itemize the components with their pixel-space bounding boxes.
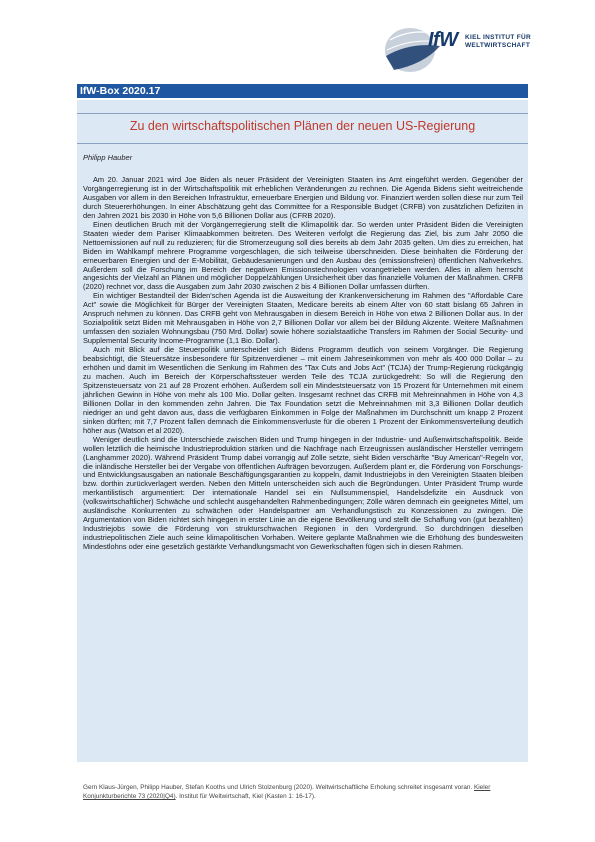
logo-mark: IfW bbox=[428, 29, 458, 51]
paragraph: Weniger deutlich sind die Unterschiede zwischen Biden und Trump hingegen in der Industrie- und Außenwirtschaftspolitik. Beide wollen letztlich die heimische Industrieproduktion stärken und die Nachfrage nach Erzeugnissen ausländischer Hersteller verringern (Langhammer 2020). Während Präsident Trump dabei vorrangig auf Zölle setzte, sieht Biden verschärfte "Buy American"-Regeln vor, die inländische Hersteller bei der Vergabe von öffentlichen Aufträgen bevorzugen. Außerdem plant er, die Förderung von Forschungs- und Entwicklungsausgaben an nationale Beschäftigungsgarantien zu koppeln, damit Industriejobs in den Vereinigten Staaten bleiben bzw. dorthin zurückverlagert werden. Neben den Mitteln unterscheiden sich auch die Begründungen. Unter Präsident Trump wurde merkantilistisch argumentiert: Der internationale Handel sei ein Nullsummenspiel, Handelsdefizite ein Ausdruck von (volkswirtschaftlicher) Schwäche und schlecht ausgehandelten Rahmenbedingungen; Zölle wären demnach ein geeignetes Mittel, um ausländische Konkurrenten zu schwächen oder Handelspartner am Verhandlungstisch zu Konzessionen zu zwingen. Die Argumentation von Biden richtet sich hingegen in erster Linie an die eigene Bevölkerung und stellt die Schaffung von (gut bezahlten) Industriejobs sowie die Förderung von strukturschwachen Regionen in den Vordergrund. So durchdringen dieselben industriepolitischen Ziele auch seine klimapolitischen Vorhaben. Weitere geplante Maßnahmen wie die Erhöhung des bundesweiten Mindestlohns oder eine gesetzlich gestärkte Verhandlungsmacht von Gewerkschaften fügen sich in diesen Rahmen. bbox=[83, 434, 523, 552]
footnote-text-end: . Institut für Weltwirtschaft, Kiel (Kasten 1: 16-17). bbox=[175, 793, 316, 800]
footnote-text: Gern Klaus-Jürgen, Philipp Hauber, Stefan Kooths und Ulrich Stolzenburg (2020). Weltwirtschaftliche Erholung schreitet insgesamt voran. bbox=[83, 784, 474, 791]
box-label: IfW-Box 2020.17 bbox=[77, 84, 528, 98]
title-rule-bottom bbox=[77, 143, 528, 144]
paragraph: Ein wichtiger Bestandteil der Biden'schen Agenda ist die Ausweitung der Krankenversicherung im Rahmen des "Affordable Care Act" sowie die Möglichkeit für Bürger der Vereinigten Staaten, Medicare bereits ab einem Alter von 60 statt bislang 65 Jahren in Anspruch nehmen zu können. Das CRFB geht von Mehrausgaben in diesem Bereich in Höhe von etwa 2 Billionen Dollar aus. In der Sozialpolitik setzt Biden mit Mehrausgaben in Höhe von 2,7 Billionen Dollar vor allem bei der Bildung Akzente. Weitere Maßnahmen umfassen den sozialen Wohnungsbau (750 Mrd. Dollar) sowie höhere sozialstaatliche Transfers im Rahmen der Social Security- und Supplemental Security Income-Programme (1,1 Bio. Dollar). bbox=[83, 291, 523, 346]
paragraph: Am 20. Januar 2021 wird Joe Biden als neuer Präsident der Vereinigten Staaten ins Amt eingeführt werden. Gegenüber der Vorgängerregierung ist in der Wirtschaftspolitik mit erheblichen Veränderungen zu rechnen. Die Agenda Bidens sieht weitreichende Ausgaben vor allem in den Bereichen Infrastruktur, erneuerbare Energien und Bildung vor. Finanziert werden sollen diese nur zum Teil durch Steuererhöhungen. In einer Abschätzung geht das Committee for a Responsible Budget (CRFB) von zusätzlichen Defiziten in den Jahren 2021 bis 2030 in Höhe von 5,6 Billionen Dollar aus (CFRB 2020). bbox=[83, 175, 523, 220]
box-body bbox=[83, 176, 523, 552]
footnote bbox=[83, 783, 523, 801]
paragraph: Auch mit Blick auf die Steuerpolitik unterscheidet sich Bidens Programm deutlich von seinem Vorgänger. Die Regierung beabsichtigt, die Steuersätze insbesondere für Spitzenverdiener – mit einem Jahreseinkommen von mehr als 400 000 Dollar – zu erhöhen und damit im Wesentlichen die Senkung im Rahmen des "Tax Cuts and Jobs Act" (TCJA) der Trump-Regierung rückgängig zu machen. Auch im Bereich der Körperschaftssteuer werden Teile des TCJA zurückgedreht: So will die Regierung den Spitzensteuersatz von 21 auf 28 Prozent erhöhen. Außerdem soll ein Mindeststeuersatz von 15 Prozent für Unternehmen mit einem jährlichen Gewinn in Höhe von mehr als 100 Mio. Dollar gelten. Insgesamt rechnet das CRFB mit Mehreinnahmen in Höhe von 4,3 Billionen Dollar in den kommenden zehn Jahren. Die Tax Foundation setzt die Mehreinnahmen mit 3,3 Billionen Dollar deutlich niedriger an und geht davon aus, dass die verfügbaren Einkommen in Folge der Maßnahmen im Durchschnitt um knapp 2 Prozent sinken dürften; mit 7,7 Prozent fallen demnach die Einkommensverluste für die oberen 1 Prozent der Einkommensverteilung deutlich höher aus (Watson et al 2020). bbox=[83, 345, 523, 435]
box-title: Zu den wirtschaftspolitischen Plänen der neuen US-Regierung bbox=[129, 119, 476, 133]
logo-line-1: KIEL INSTITUT FÜR bbox=[465, 34, 532, 41]
title-rule-top bbox=[77, 113, 528, 114]
logo-line-2: WELTWIRTSCHAFT bbox=[465, 42, 531, 49]
author: Philipp Hauber bbox=[83, 153, 133, 162]
paragraph: Einen deutlichen Bruch mit der Vorgängerregierung stellt die Klimapolitik dar. So werden unter Präsident Biden die Vereinigten Staaten wieder dem Pariser Klimaabkommen beitreten. Des Weiteren verfolgt die Regierung das Ziel, bis zum Jahr 2050 die Nettoemissionen auf null zu reduzieren; für die Stromerzeugung soll dies bereits ab dem Jahr 2035 gelten. Um dies zu erreichen, hat Biden im Wahlkampf mehrere Programme vorgeschlagen, die sich teilweise überschneiden. Diese beinhalten die Förderung der erneuerbaren Energien und der E-Mobilität, Gebäudesanierungen und den Ausbau des (emissionsfreien) öffentlichen Nahverkehrs. Außerdem soll die Forschung im Bereich der negativen Emissionstechnologien vorangetrieben werden. Alles in allem herrscht angesichts der Vielzahl an Plänen und möglicher Doppelzählungen Unsicherheit über das finanzielle Volumen der Maßnahmen. CRFB (2020) rechnet vor, dass die Ausgaben zum Jahr 2030 zwischen 2 bis 4 Billionen Dollar umfassen dürften. bbox=[83, 219, 523, 292]
ifw-logo bbox=[384, 20, 544, 78]
footnote-link[interactable]: Kieler Konjunkturberichte 73 (2020|Q4) bbox=[83, 784, 491, 800]
